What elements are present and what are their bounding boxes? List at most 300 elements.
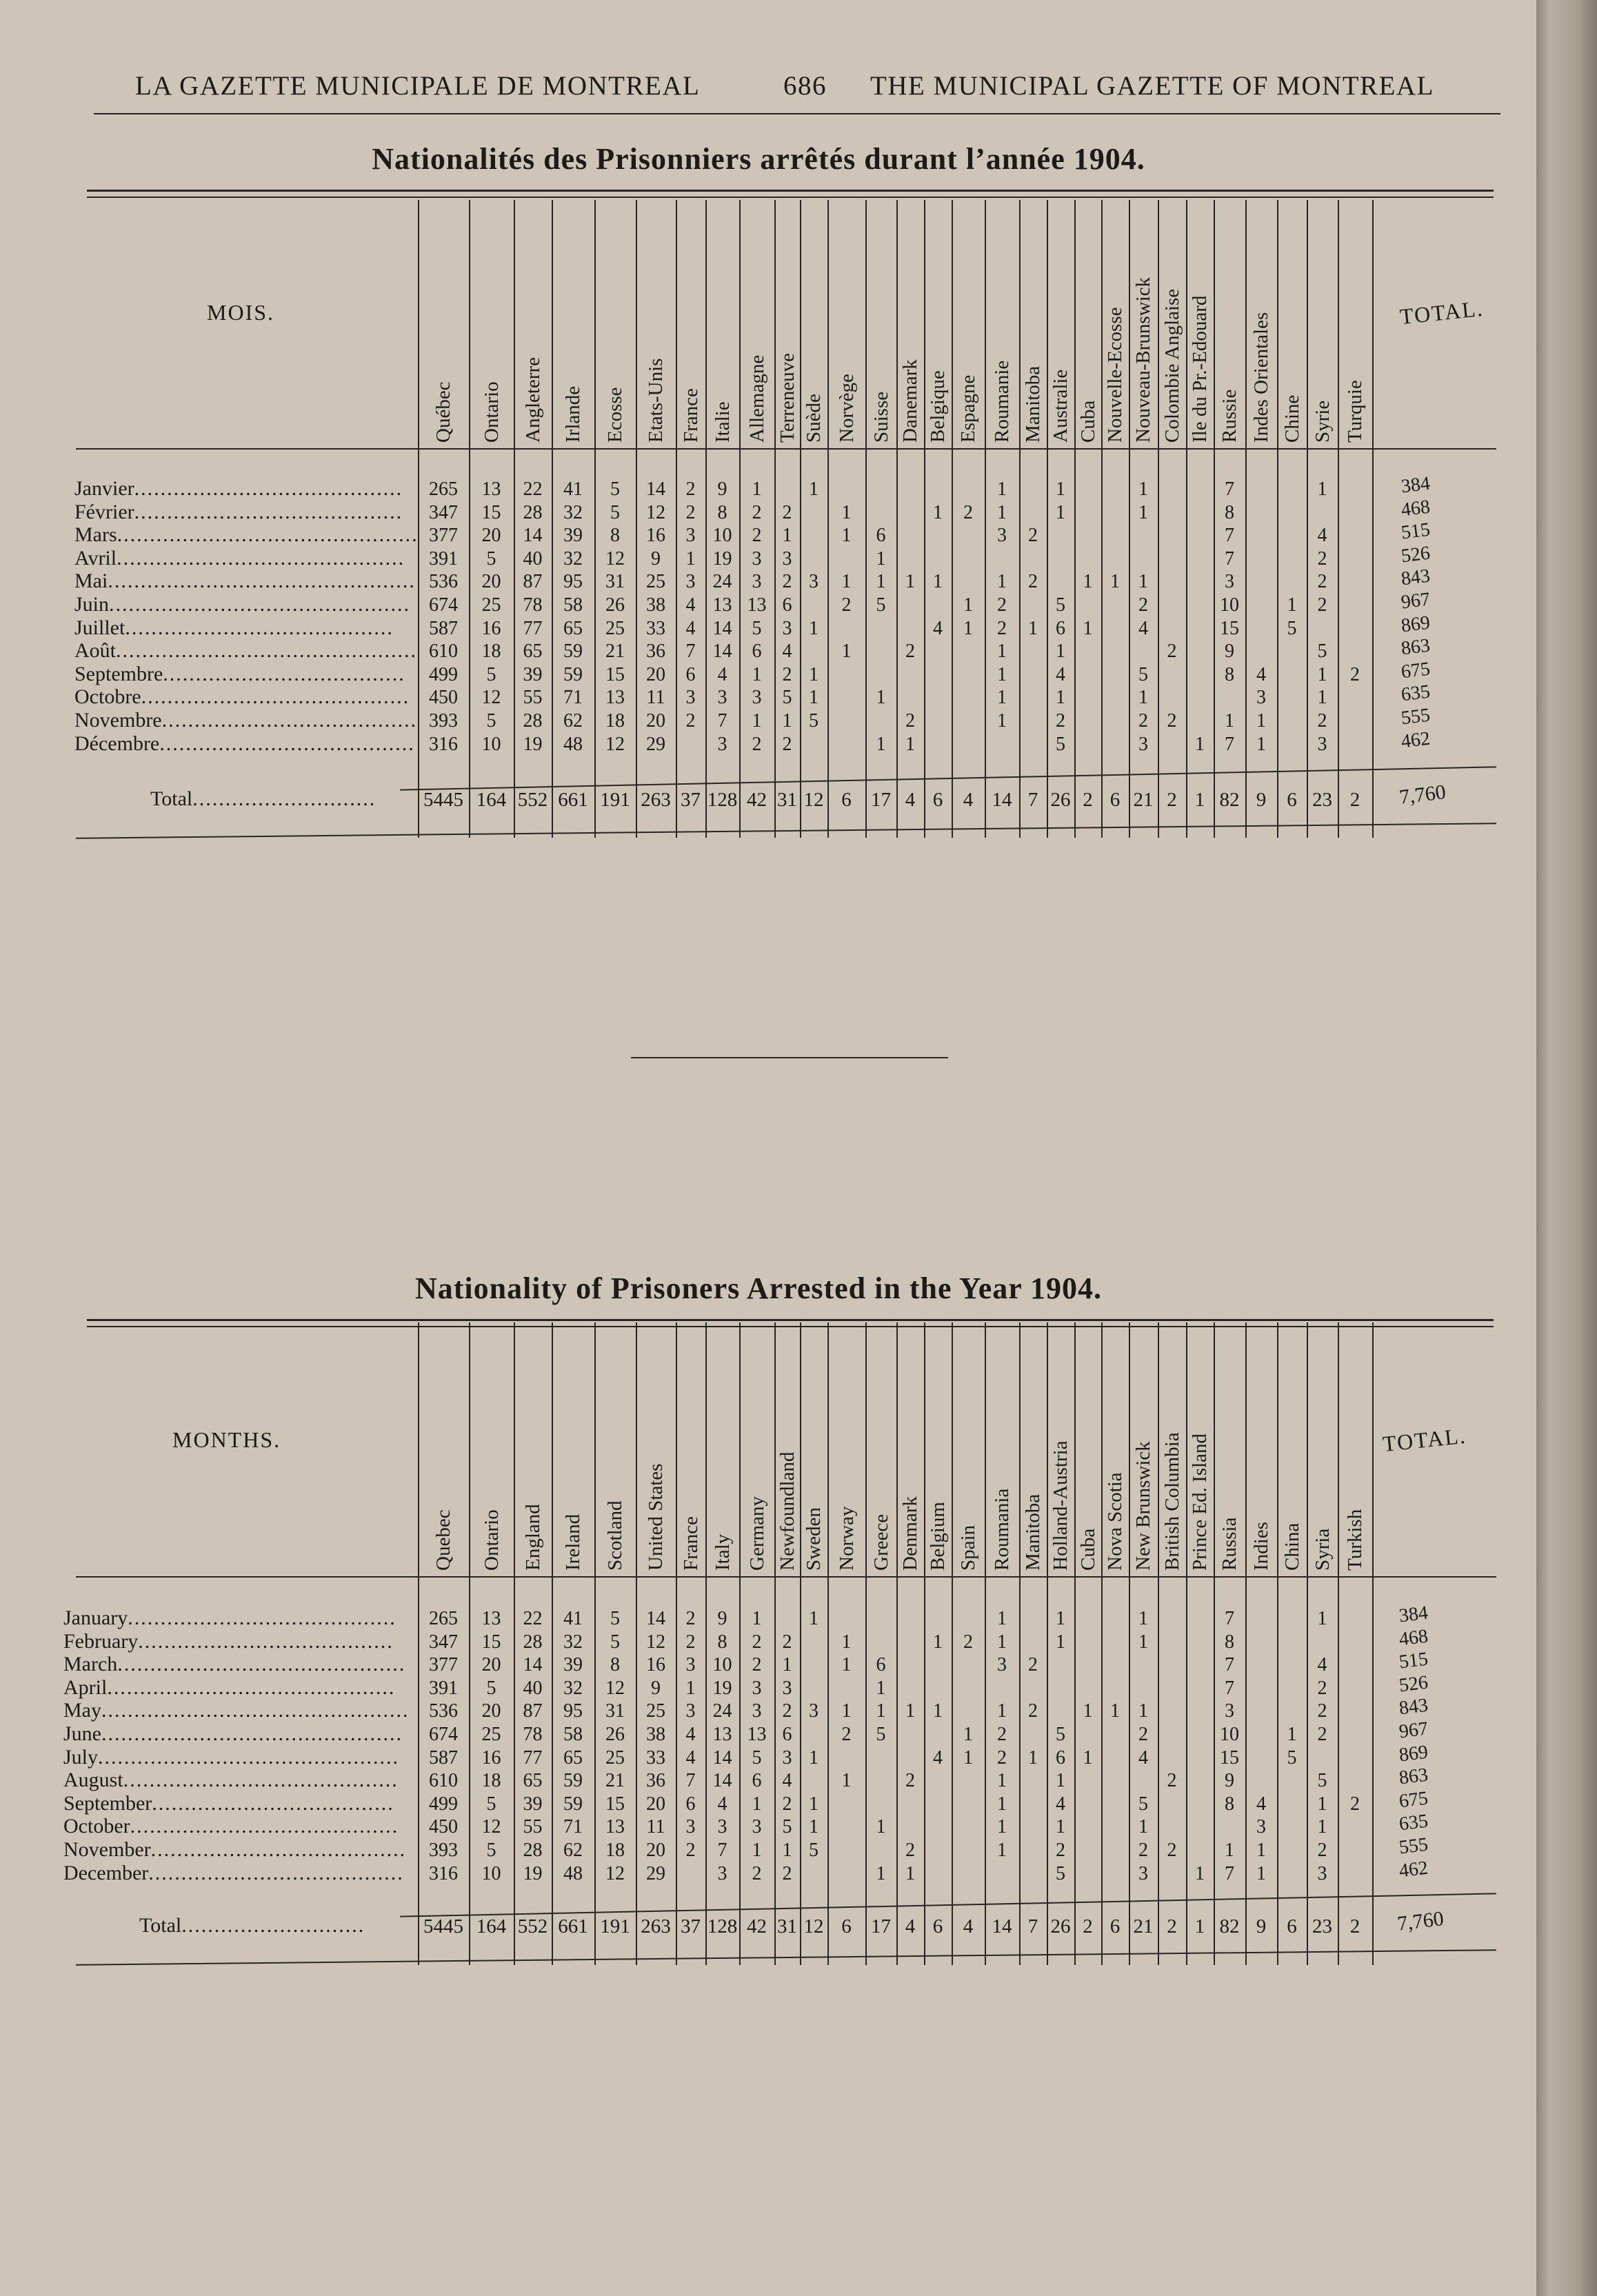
- column-total: 82: [1219, 789, 1240, 811]
- table-cell: 5: [752, 617, 762, 639]
- total-label: Total: [150, 787, 193, 810]
- column-total: 7: [1027, 789, 1038, 811]
- table-cell: 499: [429, 1793, 458, 1815]
- total-rule: [400, 766, 1496, 790]
- table-cell: 65: [523, 1770, 543, 1792]
- column-header: Québec: [432, 381, 454, 443]
- table-cell: 6: [685, 1793, 696, 1815]
- table-cell: 1: [997, 663, 1007, 685]
- table-cell: 14: [712, 617, 732, 639]
- table-cell: 1: [809, 1746, 818, 1769]
- table-cell: 10: [1220, 1724, 1239, 1745]
- table-cell: 8: [1225, 663, 1234, 685]
- table-cell: 2: [1167, 710, 1177, 732]
- table-cell: 5: [486, 1677, 496, 1699]
- table-cell: 1: [1110, 1700, 1120, 1722]
- table-cell: 18: [481, 1770, 501, 1792]
- month-label: [74, 663, 405, 686]
- column-header: Syria: [1311, 1528, 1334, 1571]
- table-cell: 14: [523, 525, 543, 547]
- column-line: [1158, 1322, 1159, 1965]
- table-cell: 11: [646, 687, 665, 709]
- table-cell: 1: [997, 479, 1007, 500]
- column-total: 128: [707, 1915, 738, 1937]
- column-total: 4: [963, 1915, 974, 1937]
- table-title: Nationality of Prisoners Arrested in the Year 1904.: [414, 1271, 1103, 1305]
- leader-dots: .....................................: [163, 662, 405, 685]
- table-cell: 28: [523, 1840, 543, 1861]
- table-cell: 674: [429, 1724, 458, 1745]
- table-cell: 1: [997, 571, 1007, 593]
- table-cell: 1: [1138, 501, 1148, 523]
- table-cell: 2: [1167, 1840, 1177, 1861]
- table-cell: 13: [747, 1724, 767, 1745]
- table-cell: 4: [1138, 1746, 1148, 1769]
- table-cell: 450: [429, 1816, 458, 1838]
- column-header: Belgium: [927, 1502, 949, 1571]
- table-cell: 674: [429, 594, 458, 616]
- column-header: Ile du Pr.-Edouard: [1189, 295, 1211, 443]
- column-total: 31: [777, 789, 797, 811]
- table-cell: 9: [651, 1677, 661, 1699]
- table-cell: 2: [752, 501, 762, 523]
- leader-dots: .......................................: [161, 709, 418, 732]
- page-edge: [1536, 0, 1597, 2296]
- table-cell: 5: [876, 1724, 886, 1745]
- column-total: 191: [600, 1915, 630, 1937]
- table-cell: 4: [1138, 617, 1148, 639]
- table-cell: 1: [1138, 1608, 1148, 1629]
- leader-dots: .........................................: [130, 1815, 399, 1838]
- table-cell: 1: [997, 710, 1007, 732]
- table-cell: 2: [1317, 547, 1327, 570]
- column-header: Manitoba: [1022, 1493, 1044, 1571]
- column-header: Russia: [1218, 1517, 1241, 1571]
- table-cell: 5: [1056, 733, 1065, 755]
- column-header: Nova Scotia: [1104, 1472, 1126, 1571]
- table-cell: 1: [933, 571, 943, 593]
- table-cell: 7: [1225, 547, 1234, 570]
- table-cell: 2: [841, 594, 852, 616]
- column-header: Norvège: [835, 374, 858, 443]
- table-cell: 12: [481, 1816, 501, 1838]
- table-cell: 15: [1220, 1746, 1239, 1769]
- leader-dots: ............................................: [117, 546, 405, 570]
- table-cell: 1: [685, 547, 696, 570]
- column-total: 17: [871, 789, 891, 811]
- month-name: Octobre: [74, 685, 141, 709]
- column-total: 6: [1109, 789, 1121, 811]
- column-line: [1074, 200, 1076, 838]
- table-cell: 2: [782, 1793, 792, 1815]
- table-cell: 2: [752, 1631, 762, 1653]
- table-cell: 12: [605, 547, 625, 570]
- table-cell: 5: [876, 594, 886, 616]
- month-label: [74, 547, 405, 570]
- column-header: Turquie: [1344, 380, 1366, 443]
- leader-dots: ..............................................: [98, 1745, 400, 1769]
- table-cell: 2: [905, 1840, 915, 1861]
- table-cell: 2: [997, 1746, 1007, 1769]
- table-cell: 28: [523, 1631, 543, 1653]
- month-name: Novembre: [74, 709, 162, 732]
- month-name: September: [63, 1791, 152, 1815]
- table-cell: 1: [933, 1700, 943, 1722]
- table-cell: 59: [563, 1793, 583, 1815]
- table-cell: 2: [1167, 1770, 1177, 1792]
- column-total: 5445: [423, 1915, 463, 1937]
- table-cell: 2: [841, 1724, 852, 1745]
- month-label: [74, 593, 410, 616]
- table-cell: 25: [481, 1724, 501, 1745]
- column-total: 164: [476, 1915, 507, 1937]
- table-cell: 1: [1083, 617, 1093, 639]
- table-cell: 1: [905, 1700, 915, 1722]
- table-cell: 3: [1317, 733, 1327, 755]
- table-cell: 25: [646, 1700, 665, 1722]
- column-line: [1338, 1322, 1339, 1965]
- table-cell: 2: [782, 663, 792, 685]
- column-line: [1338, 200, 1339, 838]
- month-name: January: [63, 1607, 128, 1629]
- row-total: 869: [1400, 612, 1432, 637]
- table-cell: 3: [809, 571, 818, 593]
- leader-dots: .........................................: [134, 500, 403, 523]
- table-cell: 1: [841, 525, 852, 547]
- corner-label: MONTHS.: [172, 1427, 281, 1452]
- column-total: 6: [841, 1915, 852, 1937]
- column-line: [800, 200, 801, 838]
- column-total: 4: [905, 1915, 916, 1937]
- table-cell: 347: [429, 1631, 458, 1653]
- row-total: 515: [1400, 518, 1432, 544]
- table-cell: 3: [1317, 1862, 1327, 1884]
- table-cell: 7: [1225, 1608, 1234, 1629]
- table-cell: 587: [429, 617, 458, 639]
- table-cell: 2: [1138, 594, 1148, 616]
- column-total: 42: [747, 1915, 767, 1937]
- leader-dots: .......................................: [138, 1629, 394, 1653]
- table-cell: 5: [809, 1840, 818, 1861]
- header-bottom-rule: [76, 1576, 1496, 1578]
- table-cell: 7: [685, 1770, 696, 1792]
- table-cell: 1: [809, 663, 818, 685]
- column-header: Roumanie: [991, 360, 1013, 443]
- column-header: Chine: [1280, 394, 1303, 443]
- month-name: June: [63, 1722, 101, 1745]
- table-cell: 5: [1138, 663, 1148, 685]
- column-header: Etats-Unis: [645, 358, 667, 443]
- table-cell: 16: [481, 617, 501, 639]
- table-cell: 19: [712, 547, 732, 570]
- table-cell: 1: [841, 1654, 852, 1676]
- column-header: United States: [645, 1463, 667, 1571]
- table-cell: 3: [717, 687, 727, 709]
- table-cell: 11: [646, 1816, 665, 1838]
- column-total: 14: [992, 789, 1012, 811]
- title-rule-top: [87, 190, 1494, 192]
- table-cell: 1: [997, 1608, 1007, 1629]
- table-cell: 71: [563, 687, 583, 709]
- table-cell: 4: [1317, 1654, 1327, 1676]
- table-cell: 62: [563, 1840, 583, 1861]
- table-cell: 1: [841, 1770, 852, 1792]
- table-cell: 32: [563, 547, 583, 570]
- table-cell: 6: [782, 1724, 792, 1745]
- table-cell: 95: [563, 1700, 583, 1722]
- table-cell: 1: [1110, 571, 1120, 593]
- table-cell: 265: [429, 1608, 458, 1629]
- table-cell: 20: [481, 525, 501, 547]
- table-cell: 15: [481, 501, 501, 523]
- row-total: 863: [1398, 1764, 1429, 1789]
- table-cell: 393: [429, 710, 458, 732]
- leader-dots: ............................................: [107, 1675, 396, 1699]
- table-cell: 1: [1083, 1700, 1093, 1722]
- column-total: 26: [1050, 1915, 1071, 1937]
- table-cell: 1: [1138, 1816, 1148, 1838]
- table-cell: 16: [646, 525, 665, 547]
- month-label: [74, 732, 415, 756]
- table-cell: 1: [752, 479, 762, 500]
- month-label: [74, 570, 416, 593]
- table-cell: 3: [685, 1816, 696, 1838]
- table-cell: 8: [717, 501, 727, 523]
- table-cell: 2: [752, 525, 762, 547]
- table-cell: 12: [646, 1631, 665, 1653]
- table-cell: 31: [605, 571, 625, 593]
- table-cell: 2: [905, 1770, 915, 1792]
- column-total: 21: [1133, 789, 1154, 811]
- row-total: 384: [1398, 1602, 1429, 1627]
- table-cell: 8: [1225, 1793, 1234, 1815]
- column-total: 1: [1194, 1915, 1205, 1937]
- table-cell: 19: [523, 733, 543, 755]
- column-line: [1158, 200, 1159, 838]
- column-line: [1277, 200, 1278, 838]
- column-header: British Columbia: [1161, 1432, 1183, 1571]
- column-line: [1277, 1322, 1278, 1965]
- table-cell: 62: [563, 710, 583, 732]
- table-cell: 4: [1256, 1793, 1266, 1815]
- table-cell: 2: [1317, 594, 1327, 616]
- table-cell: 28: [523, 710, 543, 732]
- table-cell: 1: [876, 547, 886, 570]
- month-name: April: [63, 1675, 108, 1699]
- table-cell: 1: [1317, 1816, 1327, 1838]
- month-label: [63, 1815, 399, 1838]
- table-cell: 6: [876, 525, 886, 547]
- table-cell: 1: [963, 1724, 973, 1745]
- row-total: 675: [1398, 1787, 1429, 1813]
- table-cell: 1: [809, 1793, 818, 1815]
- table-cell: 2: [905, 710, 915, 732]
- table-cell: 1: [1138, 1700, 1148, 1722]
- table-cell: 12: [646, 501, 665, 523]
- table-cell: 29: [646, 1862, 665, 1884]
- table-cell: 15: [481, 1631, 501, 1653]
- column-header: Indes Orientales: [1250, 312, 1272, 443]
- column-header: Ireland: [562, 1513, 584, 1571]
- table-cell: 3: [1256, 687, 1266, 709]
- column-total: 2: [1083, 1915, 1093, 1937]
- column-header: Russie: [1218, 389, 1241, 443]
- table-cell: 13: [605, 687, 625, 709]
- table-cell: 39: [563, 525, 583, 547]
- table-cell: 5: [782, 1816, 792, 1838]
- table-cell: 3: [782, 1746, 792, 1769]
- row-total: 384: [1400, 472, 1432, 498]
- table-cell: 1: [782, 1840, 792, 1861]
- table-cell: 32: [563, 1677, 583, 1699]
- month-label: [63, 1653, 405, 1676]
- table-cell: 2: [1317, 1677, 1327, 1699]
- table-cell: 5: [1317, 641, 1327, 663]
- table-cell: 265: [429, 479, 458, 500]
- table-cell: 3: [752, 1816, 762, 1838]
- table-cell: 3: [1225, 1700, 1234, 1722]
- table-cell: 5: [610, 501, 620, 523]
- table-cell: 1: [997, 1770, 1007, 1792]
- table-cell: 7: [1225, 525, 1234, 547]
- table-cell: 5: [1056, 1862, 1065, 1884]
- table-cell: 4: [1256, 663, 1266, 685]
- table-cell: 5: [1287, 617, 1297, 639]
- table-cell: 18: [605, 1840, 625, 1861]
- month-name: Février: [74, 500, 134, 523]
- table-cell: 25: [481, 594, 501, 616]
- table-cell: 5: [486, 547, 496, 570]
- table-cell: 1: [809, 617, 818, 639]
- table-cell: 28: [523, 501, 543, 523]
- table-cell: 5: [752, 1746, 762, 1769]
- table-cell: 2: [1350, 663, 1360, 685]
- header-left: LA GAZETTE MUNICIPALE DE MONTREAL: [135, 71, 701, 101]
- table-cell: 1: [963, 617, 973, 639]
- table-cell: 5: [809, 710, 818, 732]
- column-header: Suède: [803, 394, 825, 443]
- table-cell: 2: [685, 1840, 696, 1861]
- table-cell: 13: [481, 479, 501, 500]
- table-cell: 2: [752, 733, 762, 755]
- column-total: 2: [1349, 1915, 1360, 1937]
- table-cell: 3: [997, 525, 1007, 547]
- leader-dots: .........................................: [125, 616, 394, 639]
- row-total: 526: [1400, 542, 1432, 567]
- table-cell: 5: [1056, 1724, 1065, 1745]
- table-cell: 77: [523, 1746, 543, 1769]
- leader-dots: ............................: [181, 1914, 365, 1937]
- table-cell: 10: [712, 525, 732, 547]
- leader-dots: ..............................................: [109, 593, 411, 616]
- column-header: China: [1280, 1522, 1303, 1571]
- table-cell: 1: [1056, 1608, 1065, 1629]
- table-cell: 20: [646, 1840, 665, 1861]
- table-cell: 40: [523, 1677, 543, 1699]
- page-number: 686: [783, 71, 827, 101]
- table-cell: 5: [486, 710, 496, 732]
- table-cell: 1: [752, 1793, 762, 1815]
- table-cell: 3: [717, 1862, 727, 1884]
- leader-dots: ..............................................: [116, 639, 417, 663]
- table-cell: 1: [876, 1816, 886, 1838]
- table-cell: 1: [1317, 1608, 1327, 1629]
- column-total: 37: [681, 1915, 701, 1937]
- table-cell: 1: [933, 501, 943, 523]
- table-cell: 36: [646, 1770, 665, 1792]
- table-cell: 36: [646, 641, 665, 663]
- table-cell: 18: [481, 641, 501, 663]
- table-cell: 26: [605, 1724, 625, 1745]
- table-cell: 4: [685, 594, 696, 616]
- table-cell: 9: [717, 1608, 727, 1629]
- table-cell: 14: [712, 641, 732, 663]
- column-header: Quebec: [432, 1509, 454, 1571]
- month-label: [63, 1838, 406, 1862]
- table-cell: 2: [685, 479, 696, 500]
- column-header: Spain: [957, 1524, 979, 1571]
- table-cell: 6: [752, 1770, 762, 1792]
- total-label: Total: [139, 1914, 182, 1937]
- column-total: 21: [1133, 1915, 1154, 1937]
- column-total: 7: [1027, 1915, 1038, 1937]
- table-cell: 48: [563, 733, 583, 755]
- table-cell: 5: [782, 687, 792, 709]
- table-cell: 4: [1317, 525, 1327, 547]
- column-header: Colombie Anglaise: [1161, 288, 1183, 443]
- table-cell: 1: [1317, 663, 1327, 685]
- column-total: 17: [871, 1915, 891, 1937]
- table-cell: 2: [782, 733, 792, 755]
- table-cell: 1: [876, 1862, 886, 1884]
- table-cell: 3: [752, 1677, 762, 1699]
- table-cell: 1: [1138, 687, 1148, 709]
- table-cell: 1: [1256, 733, 1266, 755]
- column-header: Espagne: [957, 374, 979, 443]
- table-cell: 59: [563, 663, 583, 685]
- table-cell: 1: [876, 733, 886, 755]
- month-label: [63, 1630, 394, 1653]
- column-line: [1074, 1322, 1076, 1965]
- table-cell: 12: [605, 733, 625, 755]
- column-header: New Brunswick: [1132, 1441, 1154, 1571]
- column-total: 42: [747, 789, 767, 811]
- table-cell: 1: [876, 571, 886, 593]
- table-cell: 16: [481, 1746, 501, 1769]
- table-cell: 1: [933, 1631, 943, 1653]
- column-header: Allemagne: [745, 354, 768, 443]
- column-header: Ontario: [480, 1509, 503, 1571]
- column-total: 552: [517, 789, 548, 811]
- column-total: 552: [517, 1915, 548, 1937]
- table-cell: 3: [1138, 1862, 1148, 1884]
- table-cell: 2: [1028, 1654, 1038, 1676]
- table-cell: 40: [523, 547, 543, 570]
- table-cell: 1: [997, 1840, 1007, 1861]
- table-cell: 13: [712, 594, 732, 616]
- table-cell: 1: [782, 710, 792, 732]
- table-bottom-rule: [76, 1949, 1496, 1966]
- row-total: 635: [1398, 1810, 1429, 1835]
- table-cell: 1: [841, 1631, 852, 1653]
- table-cell: 87: [523, 571, 543, 593]
- month-label: [63, 1722, 403, 1746]
- table-cell: 15: [605, 663, 625, 685]
- column-total: 12: [803, 789, 824, 811]
- table-cell: 2: [1028, 571, 1038, 593]
- column-header: Scotland: [604, 1500, 626, 1571]
- table-cell: 3: [752, 547, 762, 570]
